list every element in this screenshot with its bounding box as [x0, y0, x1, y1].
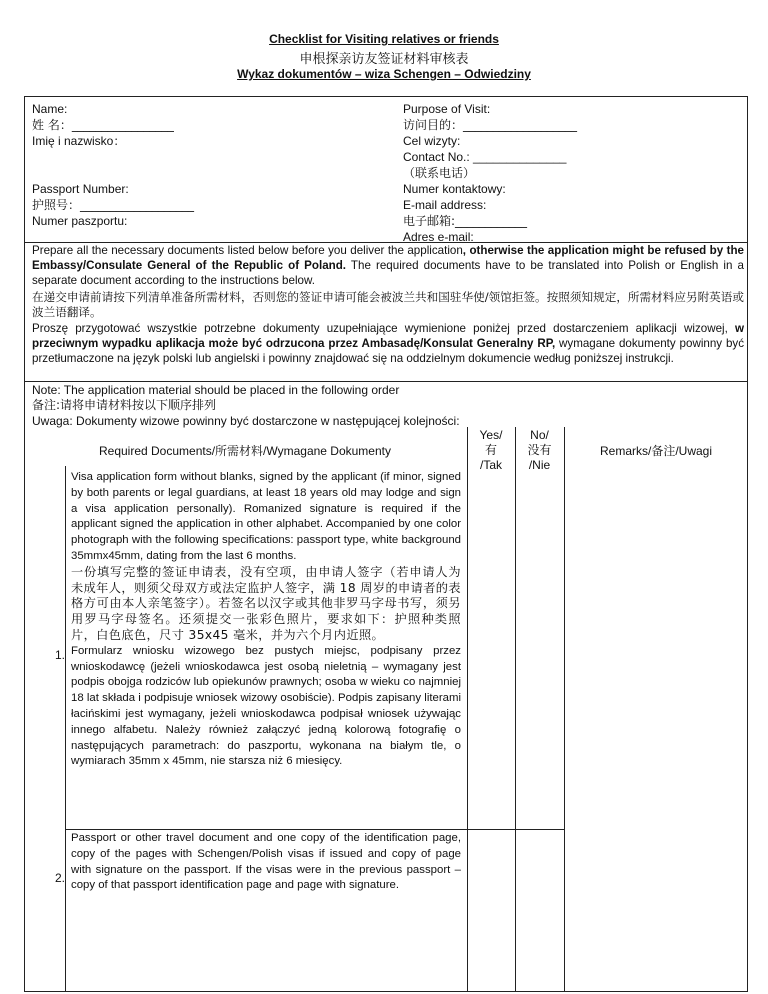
name-field[interactable]: 姓 名：_________________: [32, 118, 174, 132]
column-header-yes: Yes/ 有 /Tak: [479, 428, 503, 472]
contact-label-pl: Numer kontaktowy:: [403, 182, 506, 196]
order-note-polish: Uwaga: Dokumenty wizowe powinny być dostarczone w następującej kolejności:: [32, 414, 460, 428]
table-gridline: [65, 466, 66, 992]
name-label-pl: Imię i nazwisko：: [32, 134, 126, 148]
table-gridline: [564, 427, 565, 992]
name-label-en: Name:: [32, 102, 68, 116]
contact-field[interactable]: Contact No.: ______________: [403, 150, 567, 164]
row-number: 2.: [54, 871, 65, 885]
passport-label-pl: Numer paszportu:: [32, 214, 128, 228]
email-label-en: E-mail address:: [403, 198, 487, 212]
instructions-english: Prepare all the necessary documents listed below before you deliver the application, otherwise the application might be refused by the Embassy/Consulate General of the Republic of Poland. The required documents have to be translated into Polish or English in a separate document according to the instructions below.: [32, 244, 744, 288]
purpose-label-en: Purpose of Visit:: [403, 102, 491, 116]
divider: [25, 381, 747, 382]
table-gridline: [467, 427, 468, 992]
column-header-documents: Required Documents/所需材料/Wymagane Dokumenty: [98, 444, 391, 458]
column-header-no: No/ 没有 /Nie: [527, 428, 552, 472]
column-header-remarks: Remarks/备注/Uwagi: [599, 444, 713, 458]
instructions-chinese: 在递交申请前请按下列清单准备所需材料，否则您的签证申请可能会被波兰共和国驻华使/领馆拒签。按照须知规定，所需材料应另附英语或波兰语翻译。: [32, 290, 744, 320]
order-note-chinese: 备注:请将申请材料按以下顺序排列: [32, 398, 217, 412]
row-number: 1.: [54, 648, 65, 662]
checklist-form: [24, 96, 748, 992]
email-field[interactable]: 电子邮箱:____________: [403, 214, 528, 228]
purpose-label-pl: Cel wizyty:: [403, 134, 461, 148]
email-label-pl: Adres e-mail:: [403, 230, 474, 244]
order-note-english: Note: The application material should be placed in the following order: [32, 383, 400, 397]
document-item-passport: Passport or other travel document and one copy of the identification page, copy of the pages with Schengen/Polish visas if issued and copy of page with signature on the passport. If the visas were in the previous passport – copy of that passport identification page and page with signature.: [71, 832, 461, 892]
contact-label-cn: （联系电话）: [403, 166, 476, 180]
title-chinese: 申根探亲访友签证材料审核表: [299, 52, 469, 67]
passport-label-en: Passport Number:: [32, 182, 129, 196]
title-polish: Wykaz dokumentów – wiza Schengen – Odwiedziny: [237, 67, 531, 81]
instructions-polish: Proszę przygotować wszystkie potrzebne dokumenty uzupełniające wymienione poniżej przed dostarczeniem aplikacji wizowej, w przeciwnym wypadku aplikacja może być odrzucona przez Ambasadę/Konsulat Generalny RP, wymagane dokumenty powinny być przetłumaczone na język polski lub angielski i powinny znajdować się na oddzielnym dokumencie według poniższej instrukcji.: [32, 322, 744, 366]
title-english: Checklist for Visiting relatives or friends: [269, 32, 499, 46]
document-item-application-form: Visa application form without blanks, signed by the applicant (if minor, signed by both parents or legal guardians, at least 18 years old may lodge and sign a visa application personally). Romanized signature is required if the applicant signed the application in other alphabet. Accompanied by one color photograph with the following specifications: passport type, white background 35mmx45mm, dating from the last 6 months. 一份填写完整的签证申请表，没有空项，由申请人签字（若申请人为未成年人，则须父母双方或法定监护人签字，满 18 周岁的申请者的表格方可由本人亲笔签字）。若签名以汉字或其他非罗马字母书写，须另用罗马字母签名。还须提交一张彩色照片，要求如下：护照种类照片，白色底色，尺寸 35x45 毫米，并为六个月内近照。 Formularz wniosku wizowego bez pustych miejsc, podpisany przez wnioskodawcę (jeżeli wnioskodawca jest osobą nieletnią – wymagany jest podpis obojga rodziców lub opiekunów prawnych; osoba w wieku co najmniej 18 lat składa i podpisuje wniosek wizowy osobiście). Podpis zapisany literami łacińskimi jest wymagany, jeżeli wnioskodawca podpisał wniosek używając innego alfabetu. Należy również załączyć jedną kolorową fotografię o następujących parametrach: do paszportu, wykonana na białym tle, o wymiarach 35mm x 45mm, nie starsza niż 6 miesięcy.: [71, 471, 461, 768]
purpose-field[interactable]: 访问目的：___________________: [403, 118, 578, 132]
passport-field[interactable]: 护照号：___________________: [32, 198, 195, 212]
table-row-divider: [65, 829, 565, 830]
table-gridline: [515, 427, 516, 992]
